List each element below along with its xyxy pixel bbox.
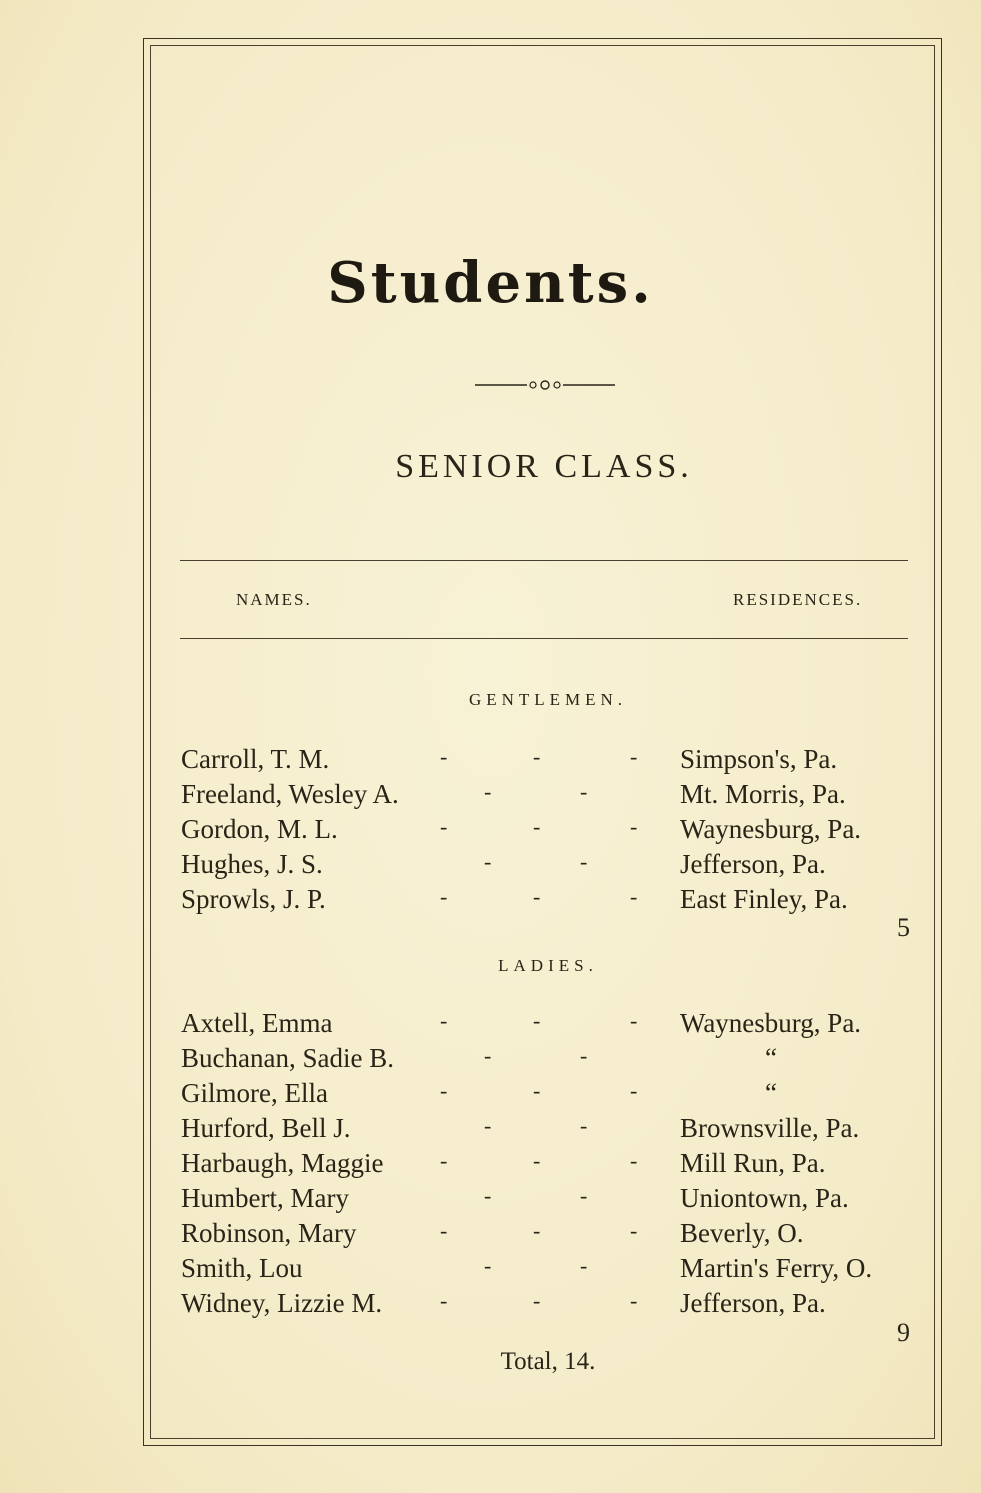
student-residence: Jefferson, Pa. bbox=[680, 849, 826, 879]
list-item bbox=[0, 744, 981, 778]
student-name: Hurford, Bell J. bbox=[181, 1113, 351, 1143]
leader-dash: - bbox=[533, 1148, 541, 1173]
list-item bbox=[0, 1253, 981, 1287]
leader-dash: - bbox=[440, 1288, 448, 1313]
leader-dash: - bbox=[580, 1043, 588, 1068]
leader-dash: - bbox=[440, 884, 448, 909]
leader-dash: - bbox=[580, 1183, 588, 1208]
leader-dash: - bbox=[630, 884, 638, 909]
residences-column-header: RESIDENCES. bbox=[733, 590, 863, 609]
student-residence: Martin's Ferry, O. bbox=[680, 1253, 873, 1283]
leader-dash: - bbox=[484, 1113, 492, 1138]
student-name: Freeland, Wesley A. bbox=[181, 779, 399, 809]
student-residence: Simpson's, Pa. bbox=[680, 744, 838, 774]
gentlemen-heading: GENTLEMEN. bbox=[468, 690, 628, 709]
list-item bbox=[0, 1043, 981, 1077]
student-name: Smith, Lou bbox=[181, 1253, 303, 1283]
leader-dash: - bbox=[580, 1253, 588, 1278]
student-name: Widney, Lizzie M. bbox=[181, 1288, 383, 1318]
list-item bbox=[0, 1148, 981, 1182]
list-item bbox=[0, 1288, 981, 1322]
leader-dash: - bbox=[630, 744, 638, 769]
leader-dash: - bbox=[440, 1008, 448, 1033]
student-residence: Brownsville, Pa. bbox=[680, 1113, 860, 1143]
student-name: Buchanan, Sadie B. bbox=[181, 1043, 394, 1073]
leader-dash: - bbox=[580, 1113, 588, 1138]
list-item bbox=[0, 779, 981, 813]
list-item bbox=[0, 1078, 981, 1112]
list-item bbox=[0, 849, 981, 883]
leader-dash: - bbox=[630, 1008, 638, 1033]
student-name: Robinson, Mary bbox=[181, 1218, 357, 1248]
leader-dash: - bbox=[484, 849, 492, 874]
leader-dash: - bbox=[484, 1183, 492, 1208]
student-name: Carroll, T. M. bbox=[181, 744, 330, 774]
leader-dash: - bbox=[580, 849, 588, 874]
student-residence: Beverly, O. bbox=[680, 1218, 804, 1248]
leader-dash: - bbox=[440, 814, 448, 839]
leader-dash: - bbox=[484, 1043, 492, 1068]
student-name: Gilmore, Ella bbox=[181, 1078, 328, 1108]
leader-dash: - bbox=[533, 1288, 541, 1313]
student-residence: East Finley, Pa. bbox=[680, 884, 848, 914]
student-residence: “ bbox=[765, 1043, 777, 1073]
leader-dash: - bbox=[440, 1148, 448, 1173]
student-residence: Mt. Morris, Pa. bbox=[680, 779, 846, 809]
gentlemen-count: 5 bbox=[897, 913, 910, 942]
leader-dash: - bbox=[533, 814, 541, 839]
student-residence: Waynesburg, Pa. bbox=[680, 814, 862, 844]
student-residence: “ bbox=[765, 1078, 777, 1108]
leader-dash: - bbox=[630, 1148, 638, 1173]
student-name: Axtell, Emma bbox=[181, 1008, 333, 1038]
leader-dash: - bbox=[533, 884, 541, 909]
page-title: Students. bbox=[327, 250, 654, 316]
leader-dash: - bbox=[533, 1008, 541, 1033]
total-line: Total, 14. bbox=[500, 1348, 596, 1375]
leader-dash: - bbox=[630, 814, 638, 839]
leader-dash: - bbox=[484, 779, 492, 804]
leader-dash: - bbox=[630, 1288, 638, 1313]
ladies-count: 9 bbox=[897, 1318, 910, 1347]
student-name: Humbert, Mary bbox=[181, 1183, 349, 1213]
leader-dash: - bbox=[533, 1078, 541, 1103]
leader-dash: - bbox=[630, 1078, 638, 1103]
leader-dash: - bbox=[580, 779, 588, 804]
list-item bbox=[0, 1218, 981, 1252]
student-residence: Waynesburg, Pa. bbox=[680, 1008, 862, 1038]
leader-dash: - bbox=[533, 1218, 541, 1243]
leader-dash: - bbox=[440, 744, 448, 769]
list-item bbox=[0, 1113, 981, 1147]
list-item bbox=[0, 884, 981, 918]
student-residence: Jefferson, Pa. bbox=[680, 1288, 826, 1318]
ladies-heading: LADIES. bbox=[498, 956, 598, 975]
leader-dash: - bbox=[484, 1253, 492, 1278]
student-residence: Uniontown, Pa. bbox=[680, 1183, 849, 1213]
leader-dash: - bbox=[630, 1218, 638, 1243]
student-name: Gordon, M. L. bbox=[181, 814, 338, 844]
ornament-divider-icon bbox=[475, 375, 615, 395]
student-name: Harbaugh, Maggie bbox=[181, 1148, 384, 1178]
student-name: Sprowls, J. P. bbox=[181, 884, 326, 914]
student-name: Hughes, J. S. bbox=[181, 849, 323, 879]
leader-dash: - bbox=[440, 1218, 448, 1243]
leader-dash: - bbox=[440, 1078, 448, 1103]
header-rule-bottom bbox=[180, 638, 908, 639]
list-item bbox=[0, 1008, 981, 1042]
leader-dash: - bbox=[533, 744, 541, 769]
list-item bbox=[0, 814, 981, 848]
list-item bbox=[0, 1183, 981, 1217]
student-residence: Mill Run, Pa. bbox=[680, 1148, 826, 1178]
header-rule-top bbox=[180, 560, 908, 561]
class-heading: SENIOR CLASS. bbox=[395, 448, 693, 485]
names-column-header: NAMES. bbox=[236, 590, 312, 609]
